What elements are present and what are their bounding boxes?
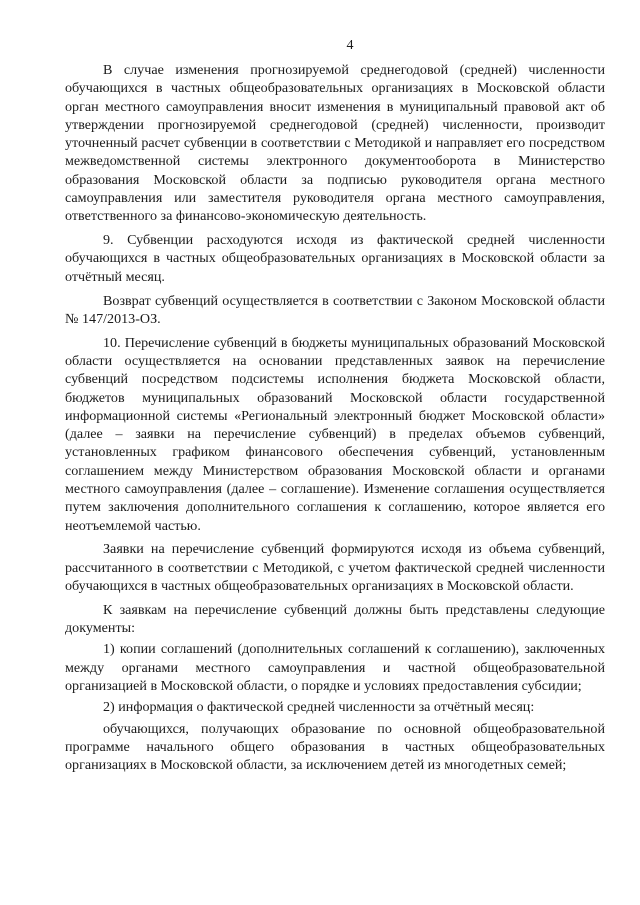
paragraph-item-10: 10. Перечисление субвенций в бюджеты муниципальных образований Московской области осуществляется на основании представленных заявок на перечисление субвенций посредством подсистемы исполнения бюджета Московской области, бюджетов муниципальных образований Московской области государственной информационной системы «Региональный электронный бюджет Московской области» (далее – заявки на перечисление субвенций) в пределах объемов субвенций, установленных графиком финансового обеспечения субвенций, установленным соглашением между Министерством образования Московской области и органами местного самоуправления (далее – соглашение). Изменение соглашения осуществляется путем заключения дополнительного соглашения к соглашению, которое является его неотъемлемой частью. bbox=[65, 334, 605, 534]
paragraph-refund: Возврат субвенций осуществляется в соответствии с Законом Московской области № 147/2013-ОЗ. bbox=[65, 292, 605, 327]
paragraph-students: обучающихся, получающих образование по основной общеобразовательной программе начального общего образования в частных общеобразовательных организациях в Московской области, за исключением детей из многодетных семей; bbox=[65, 720, 605, 774]
paragraph-item-9: 9. Субвенции расходуются исходя из фактической средней численности обучающихся в частных общеобразовательных организациях в Московской области за отчётный месяц. bbox=[65, 232, 605, 285]
page-number: 4 bbox=[346, 38, 354, 53]
list-item-2: 2) информация о фактической средней численности за отчётный месяц: bbox=[103, 699, 535, 716]
list-item-1: 1) копии соглашений (дополнительных соглашений к соглашению), заключенных между органами местного самоуправления и частной общеобразовательной организацией в Московской области, о порядке и условиях предоставления субсидии; bbox=[65, 641, 605, 694]
paragraph-documents: К заявкам на перечисление субвенций должны быть представлены следующие документы: bbox=[65, 601, 605, 637]
paragraph-requests: Заявки на перечисление субвенций формируются исходя из объема субвенций, рассчитанного в соответствии с Методикой, с учетом фактической средней численности обучающихся в частных общеобразовательных организациях в Московской области. bbox=[65, 541, 605, 595]
document-body bbox=[65, 61, 605, 780]
paragraph-budget-change: В случае изменения прогнозируемой среднегодовой (средней) численности обучающихся в частных общеобразовательных организациях в Московской области орган местного самоуправления вносит изменения в муниципальный правовой акт об утверждении прогнозируемой среднегодовой (средней) численности, производит уточненный расчет субвенции в соответствии с Методикой и направляет его посредством межведомственной системы электронного документооборота в Министерство образования Московской области за подписью руководителя органа местного самоуправления или заместителя руководителя органа местного самоуправления, ответственного за финансово-экономическую деятельность. bbox=[65, 62, 605, 225]
